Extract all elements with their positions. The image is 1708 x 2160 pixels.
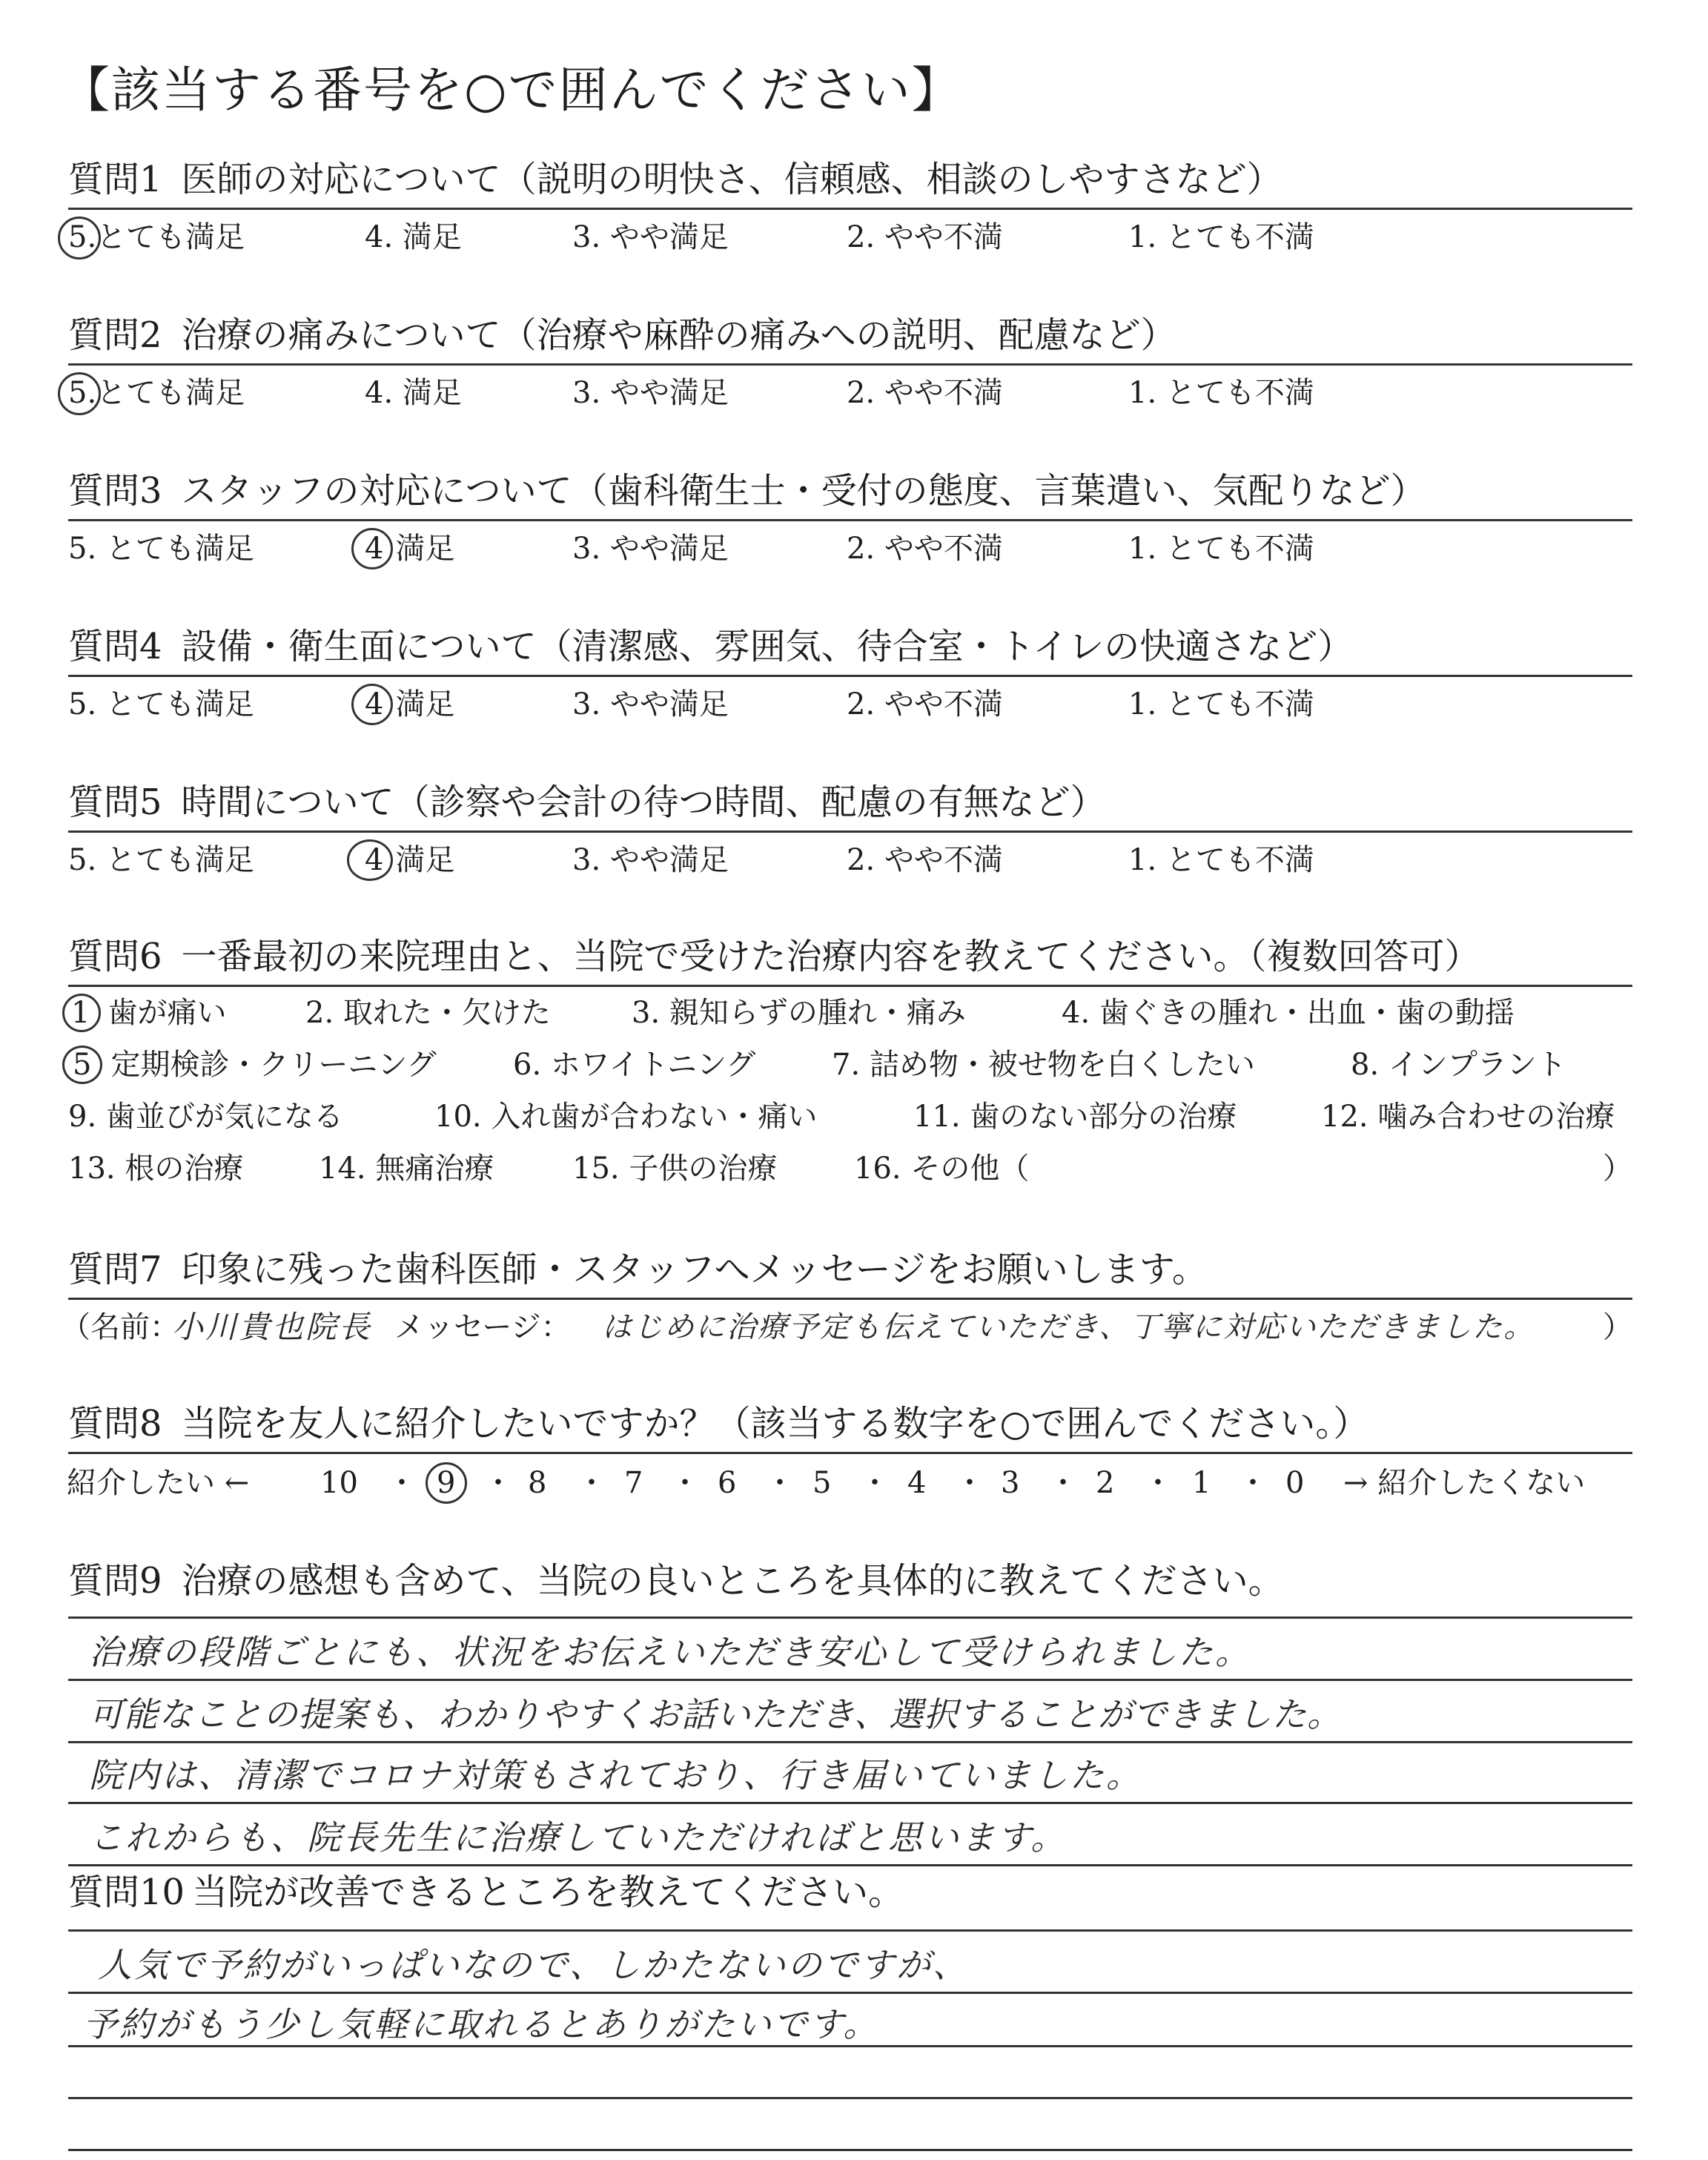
scale-dot: ・ [955,1466,984,1500]
question-8-heading [68,1400,1632,1447]
option-4[interactable]: 4 満足 [365,687,455,721]
question-text: 一番最初の来院理由と、当院で受けた治療内容を教えてください。（複数回答可） [181,936,1480,977]
question-text: 治療の感想も含めて、当院の良いところを具体的に教えてください。 [181,1560,1284,1602]
scale-value[interactable]: 6 [718,1466,737,1500]
q6-options-row-2 [68,1043,1632,1087]
question-1-heading [68,156,1632,203]
answer-line [68,2097,1632,2099]
option-2[interactable]: 2. やや不満 [847,532,1003,566]
page-title: 【該当する番号を○で囲んでください】 [61,62,962,119]
option-13[interactable]: 13. 根の治療 [68,1152,244,1186]
question-8 [67,1400,1632,1500]
answer-text-line: 予約がもう少し気軽に取れるとありがたいです。 [83,2004,880,2044]
answer-line [68,2045,1632,2047]
option-10[interactable]: 10. 入れ歯が合わない・痛い [434,1100,818,1134]
answer-line [68,1802,1632,1804]
question-text: 当院を友人に紹介したいですか？（該当する数字を○で囲んでください。） [181,1403,1369,1444]
rating-options [68,682,1632,727]
option-4[interactable]: 4. 満足 [365,376,462,410]
option-2[interactable]: 2. 取れた・欠けた [305,996,551,1030]
option-1[interactable]: 1. とても不満 [1128,687,1314,721]
option-3[interactable]: 3. 親知らずの腫れ・痛み [632,996,966,1030]
q6-options-row-4 [68,1146,1632,1191]
option-15[interactable]: 15. 子供の治療 [572,1152,778,1186]
scale-value[interactable]: 8 [528,1466,547,1500]
question-number: 質問4 [68,626,162,667]
option-11[interactable]: 11. 歯のない部分の治療 [913,1100,1237,1134]
scale-dot: ・ [577,1466,606,1500]
answer-line [68,1864,1632,1866]
question-rule [68,1452,1632,1454]
scale-dot: ・ [1143,1466,1173,1500]
rating-options [68,371,1632,415]
option-3[interactable]: 3. やや満足 [572,843,729,877]
question-text: 印象に残った歯科医師・スタッフへメッセージをお願いします。 [181,1249,1208,1290]
option-5[interactable]: 5. とても満足 [68,687,254,721]
option-5[interactable]: 5. とても満足 [68,843,254,877]
rating-options [68,526,1632,571]
option-3[interactable]: 3. やや満足 [572,532,729,566]
scale-dot: ・ [1238,1466,1268,1500]
scale-value[interactable]: 1 [1192,1466,1211,1500]
option-1[interactable]: 1. とても不満 [1128,220,1314,254]
question-4 [68,623,1632,721]
scale-value[interactable]: 3 [1001,1466,1020,1500]
question-6-heading [68,933,1632,980]
answer-text-line: 人気で予約がいっぱいなので、しかたないのですが、 [98,1945,970,1985]
option-1[interactable]: 1. とても不満 [1128,376,1314,410]
option-2[interactable]: 2. やや不満 [847,376,1003,410]
question-rule [68,208,1632,210]
question-5-heading [68,779,1632,826]
option-5[interactable]: 5.とても満足 [68,376,245,410]
question-number: 質問2 [68,314,162,356]
scale-value[interactable]: 0 [1285,1466,1305,1500]
answer-line [68,1679,1632,1681]
question-10 [68,1869,1632,2044]
answer-line [68,1741,1632,1743]
question-rule [68,830,1632,833]
question-2 [68,311,1632,410]
option-2[interactable]: 2. やや不満 [847,843,1003,877]
option-4[interactable]: 4 満足 [365,532,455,566]
question-number: 質問6 [68,936,162,977]
scale-dot: ・ [765,1466,795,1500]
answer-text-line: 治療の段階ごとにも、状況をお伝えいただき安心して受けられました。 [89,1632,1251,1672]
question-7 [61,1246,1632,1345]
answer-line [68,1992,1632,1994]
option-7[interactable]: 7. 詰め物・被せ物を白くしたい [832,1048,1255,1082]
option-3[interactable]: 3. やや満足 [572,220,729,254]
question-text: 治療の痛みについて（治療や麻酔の痛みへの説明、配慮など） [181,314,1176,356]
answer-line [68,1616,1632,1619]
question-number: 質問10 [68,1872,185,1913]
question-text: スタッフの対応について（歯科衛生士・受付の態度、言葉遣い、気配りなど） [181,470,1426,512]
q6-options-row-1 [68,991,1632,1035]
message-close: ） [1603,1310,1632,1344]
option-16[interactable]: 16. その他（ [854,1152,1030,1186]
scale-right-label: → 紹介したくない [1343,1466,1586,1500]
option-6[interactable]: 6. ホワイトニング [513,1048,756,1082]
question-rule [68,363,1632,366]
scale-value[interactable]: 4 [907,1466,927,1500]
scale-left-label: 紹介したい ← [67,1466,250,1500]
scale-value[interactable]: 7 [624,1466,643,1500]
option-14[interactable]: 14. 無痛治療 [319,1152,494,1186]
scale-value[interactable]: 10 [320,1466,358,1500]
scale-dot: ・ [860,1466,890,1500]
scale-dot: ・ [670,1466,700,1500]
question-9 [68,1557,1632,1857]
message-value: はじめに治療予定も伝えていただき、丁寧に対応いただきました。 [602,1310,1535,1344]
question-text: 医師の対応について（説明の明快さ、信頼感、相談のしやすさなど） [181,159,1282,200]
option-5[interactable]: 5.とても満足 [68,220,245,254]
option-1[interactable]: 1. とても不満 [1128,843,1314,877]
option-2[interactable]: 2. やや不満 [847,220,1003,254]
option-4[interactable]: 4. 満足 [365,220,462,254]
name-value: 小川貴也院長 [172,1309,373,1345]
scale-dot: ・ [483,1466,513,1500]
scale-dot: ・ [387,1466,417,1500]
option-1[interactable]: 1 歯が痛い [71,996,227,1030]
scale-dot: ・ [1048,1466,1078,1500]
option-1[interactable]: 1. とても不満 [1128,532,1314,566]
option-9[interactable]: 9. 歯並びが気になる [68,1100,343,1134]
name-label: （名前： [61,1310,179,1344]
question-number: 質問5 [68,782,162,823]
message-row [61,1305,1632,1353]
question-10-heading [68,1869,1632,1916]
scale-value[interactable]: 9 [437,1466,456,1500]
question-number: 質問9 [68,1560,162,1602]
answer-text-line: 院内は、清潔でコロナ対策もされており、行き届いていました。 [89,1755,1142,1795]
answer-line [68,2149,1632,2151]
answer-text-line: 可能なことの提案も、わかりやすくお話いただき、選択することができました。 [89,1694,1343,1734]
scale-value[interactable]: 5 [812,1466,832,1500]
option-8[interactable]: 8. インプラント [1351,1048,1566,1082]
question-number: 質問1 [68,159,162,200]
option-3[interactable]: 3. やや満足 [572,687,729,721]
question-number: 質問3 [68,470,162,512]
question-9-heading [68,1557,1632,1605]
option-5[interactable]: 5. とても満足 [68,532,254,566]
message-label: メッセージ： [394,1310,571,1344]
option-12[interactable]: 12. 噛み合わせの治療 [1321,1100,1615,1134]
question-4-heading [68,623,1632,670]
question-text: 当院が改善できるところを教えてください。 [192,1872,904,1913]
answer-line [68,1929,1632,1932]
question-7-heading [68,1246,1632,1293]
option-5[interactable]: 5 定期検診・クリーニング [73,1048,437,1082]
rating-options [68,838,1632,882]
option-16-close: ） [1603,1152,1632,1186]
question-rule [68,1298,1632,1300]
answer-text-line: これからも、院長先生に治療していただければと思います。 [89,1817,1068,1857]
rating-options [68,215,1632,260]
question-number: 質問7 [68,1249,162,1290]
question-3-heading [68,467,1632,515]
question-5 [68,779,1632,877]
option-4[interactable]: 4. 歯ぐきの腫れ・出血・歯の動揺 [1062,996,1515,1030]
question-6 [68,933,1632,1186]
option-2[interactable]: 2. やや不満 [847,687,1003,721]
scale-value[interactable]: 2 [1096,1466,1115,1500]
question-rule [68,519,1632,521]
question-rule [68,675,1632,677]
question-1 [68,156,1632,254]
question-2-heading [68,311,1632,359]
question-text: 設備・衛生面について（清潔感、雰囲気、待合室・トイレの快適さなど） [181,626,1354,667]
question-rule [68,985,1632,987]
question-number: 質問8 [68,1403,162,1444]
option-3[interactable]: 3. やや満足 [572,376,729,410]
q6-options-row-3 [68,1094,1632,1139]
question-3 [68,467,1632,566]
question-text: 時間について（診察や会計の待つ時間、配慮の有無など） [181,782,1106,823]
recommend-scale [68,1461,1632,1505]
option-4[interactable]: 4 満足 [365,843,455,877]
